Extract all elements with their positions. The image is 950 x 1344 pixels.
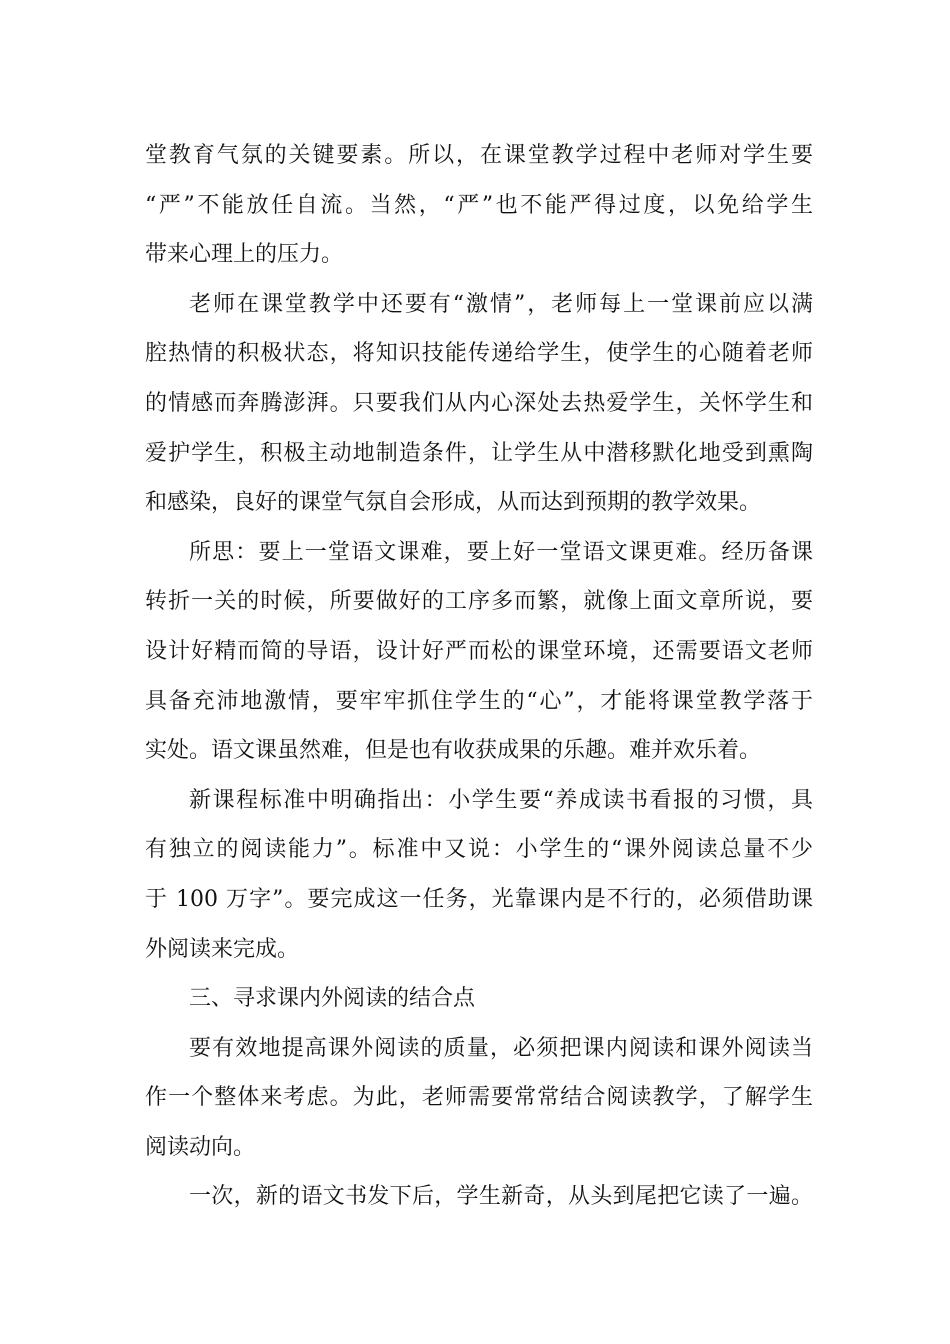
paragraph-5 [145, 1024, 813, 1173]
text-line: 具备充沛地激情，要牢牢抓住学生的“心”，才能将课堂教学落于 [145, 688, 813, 714]
text-line: 所思：要上一堂语文课难，要上好一堂语文课更难。经历备课 [189, 539, 813, 565]
paragraph-3 [145, 528, 813, 776]
text-line: 转折一关的时候，所要做好的工序多而繁，就像上面文章所说，要 [145, 589, 813, 615]
text-line: 实处。语文课虽然难，但是也有收获成果的乐趣。难并欢乐着。 [145, 738, 762, 764]
paragraph-6 [145, 1172, 813, 1222]
text-line: 要有效地提高课外阅读的质量，必须把课内阅读和课外阅读当 [189, 1035, 813, 1061]
paragraph-1 [145, 131, 813, 280]
text-line: 和感染，良好的课堂气氛自会形成，从而达到预期的教学效果。 [145, 490, 762, 516]
section-heading [145, 974, 813, 1024]
text-line: 于 100 万字”。要完成这一任务，光靠课内是不行的，必须借助课 [145, 886, 813, 912]
text-line: 作一个整体来考虑。为此，老师需要常常结合阅读教学，了解学生 [145, 1085, 813, 1111]
text-line: 一次，新的语文书发下后，学生新奇，从头到尾把它读了一遍。 [189, 1184, 813, 1210]
text-line: 新课程标准中明确指出：小学生要“养成读书看报的习惯，具 [189, 787, 813, 813]
text-line: 老师在课堂教学中还要有“激情”，老师每上一堂课前应以满 [189, 291, 813, 317]
text-line: 有独立的阅读能力”。标准中又说：小学生的“课外阅读总量不少 [145, 837, 813, 863]
text-line: 设计好精而简的导语，设计好严而松的课堂环境，还需要语文老师 [145, 638, 813, 664]
text-line: 堂教育气氛的关键要素。所以，在课堂教学过程中老师对学生要 [145, 143, 813, 168]
text-line: 爱护学生，积极主动地制造条件，让学生从中潜移默化地受到熏陶 [145, 440, 813, 466]
text-line: 阅读动向。 [145, 1134, 256, 1160]
text-line: 外阅读来完成。 [145, 936, 300, 962]
paragraph-2 [145, 280, 813, 528]
text-line: “严”不能放任自流。当然，“严”也不能严得过度，以免给学生 [145, 192, 813, 218]
text-line: 的情感而奔腾澎湃。只要我们从内心深处去热爱学生，关怀学生和 [145, 390, 813, 416]
section-heading-text: 三、寻求课内外阅读的结合点 [189, 986, 476, 1012]
paragraph-4 [145, 776, 813, 974]
document-body [145, 131, 813, 1222]
text-line: 腔热情的积极状态，将知识技能传递给学生，使学生的心随着老师 [145, 341, 813, 367]
text-line: 带来心理上的压力。 [145, 242, 344, 268]
